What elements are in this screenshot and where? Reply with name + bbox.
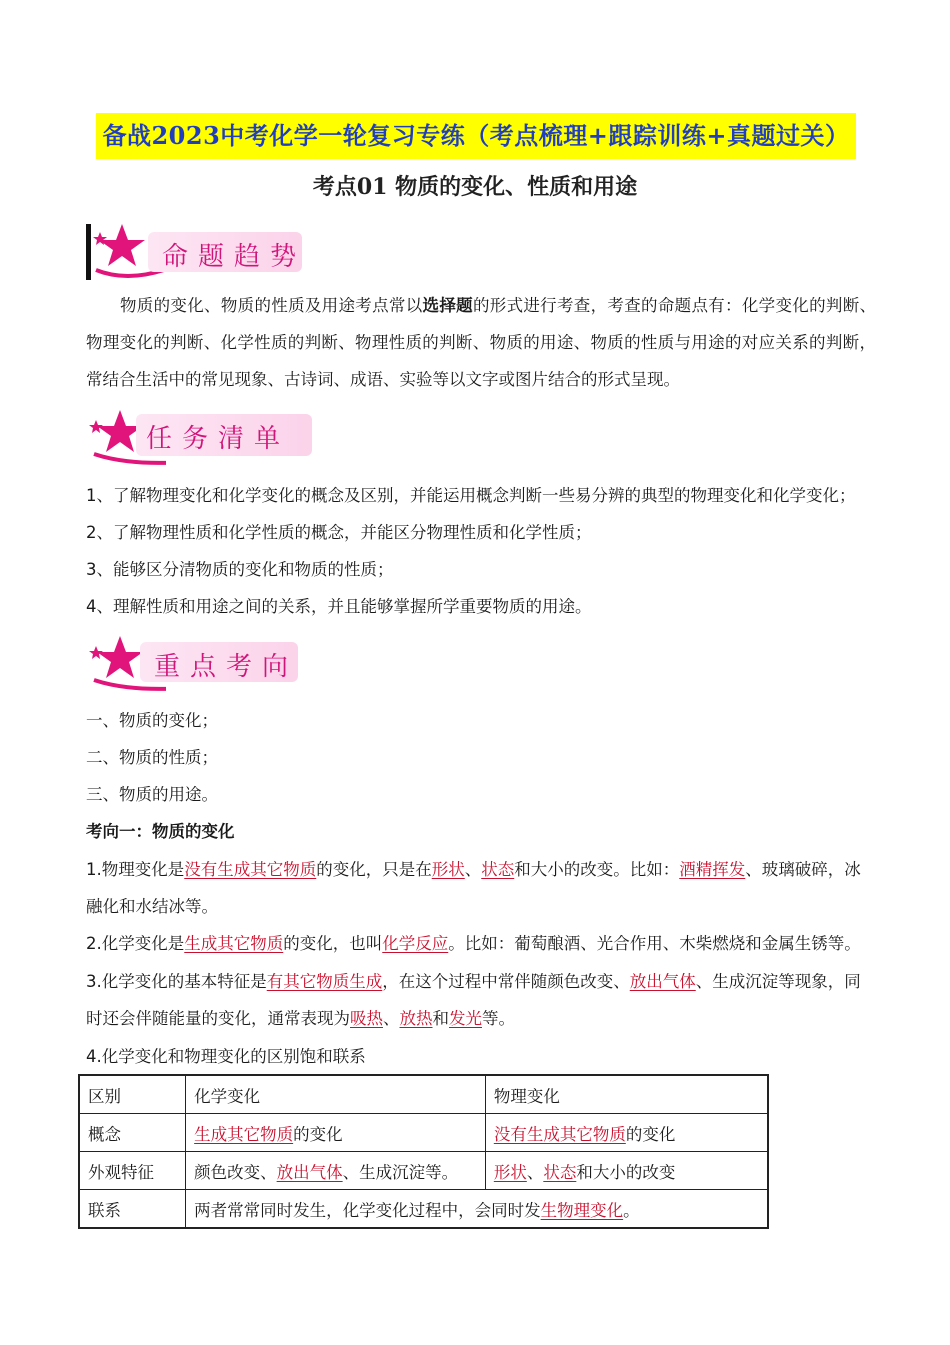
paragraph-physical-change: 1.物理变化是没有生成其它物质的变化，只是在形状、状态和大小的改变。比如：酒精挥发、玻璃破碎，冰 xyxy=(86,860,861,879)
table-row xyxy=(79,1190,768,1229)
paragraph-comparison-intro: 4.化学变化和物理变化的区别饱和联系 xyxy=(86,1047,366,1066)
section-label: 任务清单 xyxy=(146,424,291,454)
paragraph-physical-change-cont: 融化和水结冰等。 xyxy=(86,897,218,916)
table-cell: 概念 xyxy=(79,1114,186,1152)
section-header-key xyxy=(86,632,306,696)
table-cell: 联系 xyxy=(79,1190,186,1229)
table-row xyxy=(79,1114,768,1152)
direction-heading: 考向一：物质的变化 xyxy=(86,822,235,841)
table-cell: 两者常常同时发生，化学变化过程中，会同时发生物理变化。 xyxy=(186,1190,768,1229)
table-cell: 化学变化 xyxy=(186,1075,486,1114)
table-cell: 物理变化 xyxy=(485,1075,768,1114)
table-cell: 生成其它物质的变化 xyxy=(186,1114,486,1152)
document-title: 备战2023中考化学一轮复习专练（考点梳理+跟踪训练+真题过关） xyxy=(96,113,856,159)
section-header-trend xyxy=(86,220,306,284)
paragraph-chemical-features-cont: 时还会伴随能量的变化，通常表现为吸热、放热和发光等。 xyxy=(86,1009,515,1028)
task-item: 1、了解物理变化和化学变化的概念及区别，并能运用概念判断一些易分辨的典型的物理变化和化学变化； xyxy=(86,486,856,505)
page-top-margin xyxy=(0,0,950,92)
comparison-table xyxy=(78,1074,769,1229)
document-subtitle: 考点01 物质的变化、性质和用途 xyxy=(312,174,638,200)
task-item: 3、能够区分清物质的变化和物质的性质； xyxy=(86,560,394,579)
section-label: 重点考向 xyxy=(154,652,299,682)
table-cell: 外观特征 xyxy=(79,1152,186,1190)
table-row xyxy=(79,1152,768,1190)
section-header-tasks xyxy=(86,406,316,470)
table-cell: 没有生成其它物质的变化 xyxy=(485,1114,768,1152)
table-cell: 形状、状态和大小的改变 xyxy=(485,1152,768,1190)
table-row xyxy=(79,1075,768,1114)
section-label: 命题趋势 xyxy=(162,242,307,272)
key-item: 二、物质的性质； xyxy=(86,748,218,767)
task-item: 4、理解性质和用途之间的关系，并且能够掌握所学重要物质的用途。 xyxy=(86,597,592,616)
key-item: 三、物质的用途。 xyxy=(86,785,218,804)
key-item: 一、物质的变化； xyxy=(86,711,218,730)
table-cell: 区别 xyxy=(79,1075,186,1114)
trend-paragraph: 物质的变化、物质的性质及用途考点常以选择题的形式进行考查，考查的命题点有：化学变化的判断、物理变化的判断、化学性质的判断、物理性质的判断、物质的用途、物质的性质与用途的对应关系的判断，常结合生活中的常见现象、古诗词、成语、实验等以文字或图片结合的形式呈现。 xyxy=(86,296,877,389)
paragraph-chemical-change: 2.化学变化是生成其它物质的变化，也叫化学反应。比如：葡萄酿酒、光合作用、木柴燃烧和金属生锈等。 xyxy=(86,934,861,953)
paragraph-chemical-features: 3.化学变化的基本特征是有其它物质生成，在这个过程中常伴随颜色改变、放出气体、生成沉淀等现象，同 xyxy=(86,972,861,991)
task-item: 2、了解物理性质和化学性质的概念，并能区分物理性质和化学性质； xyxy=(86,523,592,542)
table-cell: 颜色改变、放出气体、生成沉淀等。 xyxy=(186,1152,486,1190)
